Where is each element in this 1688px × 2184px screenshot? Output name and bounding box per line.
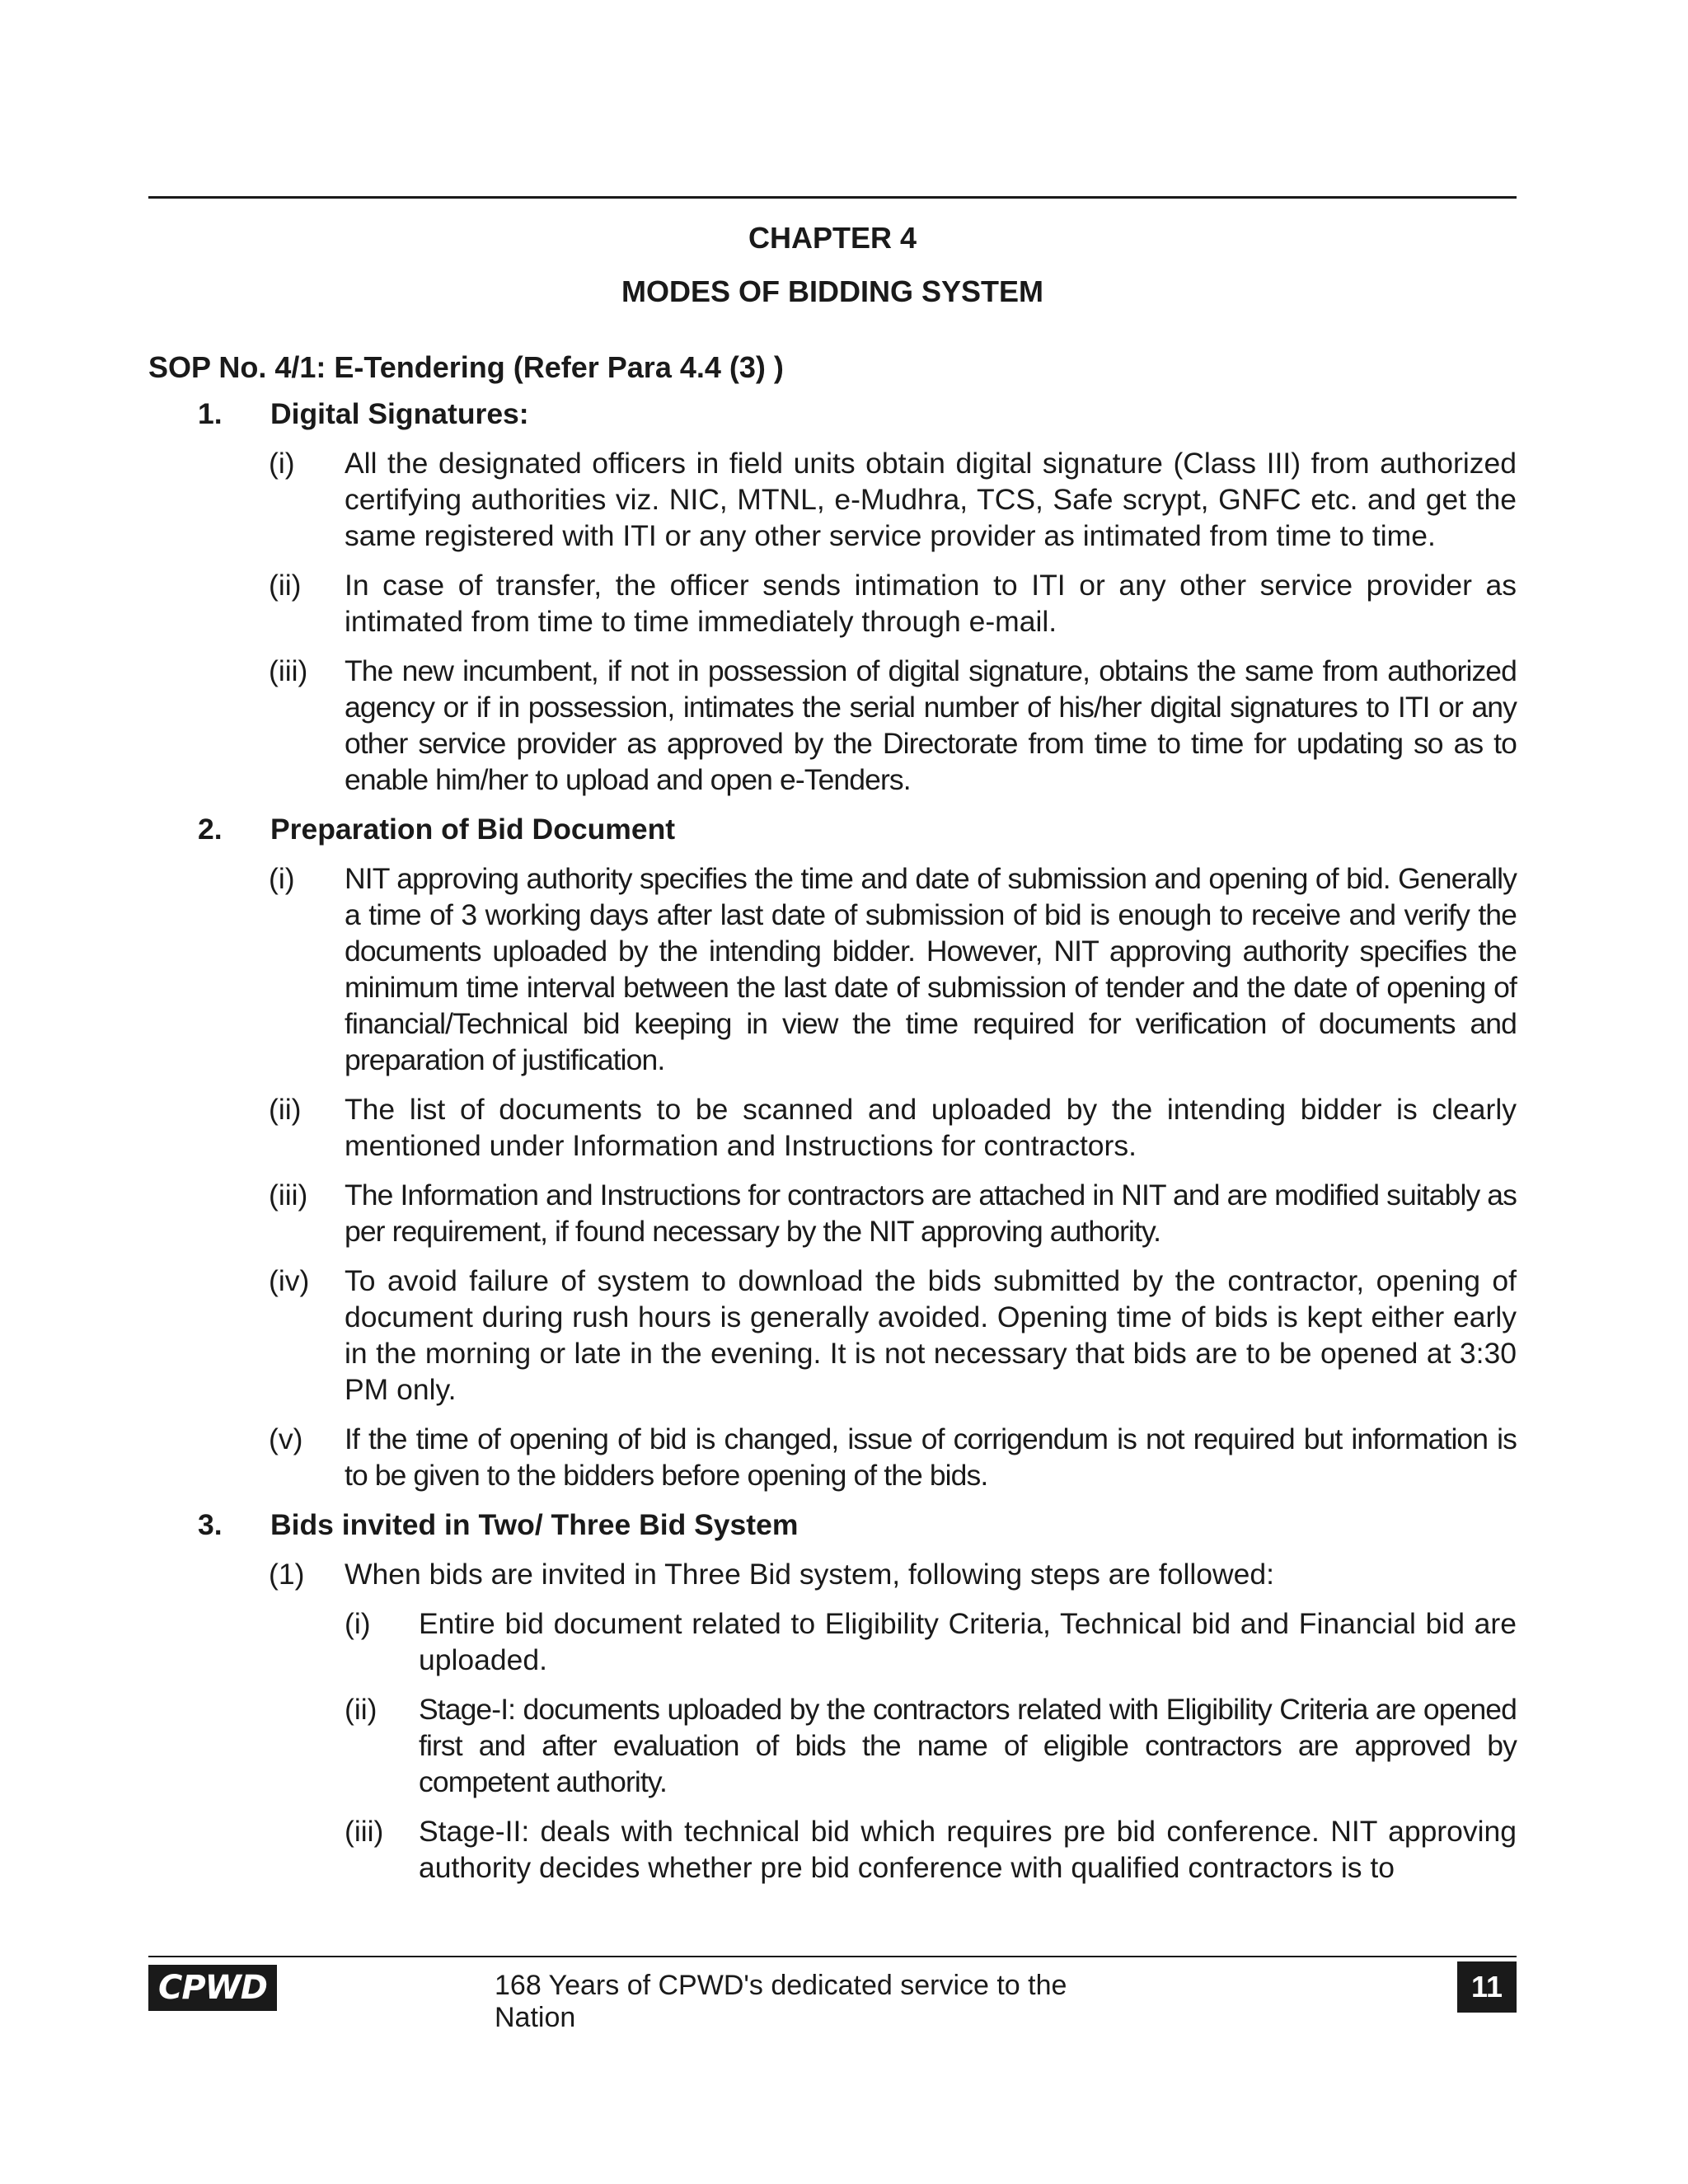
item-marker: (iv) [269,1264,310,1297]
item-text: The Information and Instructions for contractors are attached in NIT and are modified suitably as per requirement, if found necessary by the NIT approving authority. [345,1179,1517,1248]
item-marker: (iii) [345,1815,384,1848]
item-text: The new incumbent, if not in possession of digital signature, obtains the same from authorized agency or if in possession, intimates the serial number of his/her digital signatures to ITI or any other service provider as approved by the Directorate from time to time for updating so as to enable him/her to upload and open e-Tenders. [345,654,1517,796]
item-marker: (iii) [269,654,308,687]
section-title: Digital Signatures: [270,397,529,430]
item-text: Entire bid document related to Eligibility Criteria, Technical bid and Financial bid are uploaded. [419,1607,1517,1676]
section-title: Bids invited in Two/ Three Bid System [270,1508,799,1541]
page-number: 11 [1457,1961,1517,2013]
list-item [148,1263,1517,1408]
list-item [148,1091,1517,1164]
section-heading-bid-document [148,811,1517,847]
chapter-number: CHAPTER 4 [748,221,917,255]
list-item [148,653,1517,798]
list-item [148,1421,1517,1493]
item-text: If the time of opening of bid is changed, issue of corrigendum is not required but information is to be given to the bidders before opening of the bids. [345,1422,1517,1492]
list-item [148,1556,1517,1592]
sub-list-item [148,1691,1517,1800]
item-text: When bids are invited in Three Bid system, following steps are followed: [345,1558,1275,1591]
item-text: Stage-II: deals with technical bid which requires pre bid conference. NIT approving authority decides whether pre bid conference with qualified contractors is to [419,1815,1517,1884]
footer-tagline: 168 Years of CPWD's dedicated service to the Nation [495,1970,1067,2033]
item-marker: (i) [269,447,295,480]
chapter-title: MODES OF BIDDING SYSTEM [621,274,1044,308]
item-marker: (ii) [269,1093,302,1126]
section-title: Preparation of Bid Document [270,813,676,846]
item-text: To avoid failure of system to download the bids submitted by the contractor, opening of document during rush hours is generally avoided. Opening time of bids is kept either early in the morning or late in the evening. It is not necessary that bids are to be opened at 3:30 PM only. [345,1264,1517,1406]
section-heading-bid-system [148,1507,1517,1543]
section-heading-digital-signatures [148,396,1517,432]
section-number: 2. [198,813,223,846]
sop-heading: SOP No. 4/1: E-Tendering (Refer Para 4.4 (3) ) [148,350,784,384]
sub-list-item [148,1605,1517,1678]
list-item [148,860,1517,1078]
item-text: Stage-I: documents uploaded by the contractors related with Eligibility Criteria are opened first and after evaluation of bids the name of eligible contractors are approved by competent authority. [419,1693,1517,1798]
item-text: The list of documents to be scanned and uploaded by the intending bidder is clearly mentioned under Information and Instructions for contractors. [345,1093,1517,1162]
item-marker: (i) [269,862,295,895]
item-marker: (ii) [269,569,302,602]
list-item [148,445,1517,554]
section-number: 1. [198,397,223,430]
cpwd-logo: CPWD [148,1965,277,2011]
top-rule [148,196,1517,199]
item-text: All the designated officers in field units obtain digital signature (Class III) from authorized certifying authorities viz. NIC, MTNL, e-Mudhra, TCS, Safe scrypt, GNFC etc. and get the same registered with ITI or any other service provider as intimated from time to time. [345,447,1517,552]
item-marker: (v) [269,1422,303,1455]
section-number: 3. [198,1508,223,1541]
item-marker: (ii) [345,1693,377,1726]
item-marker: (iii) [269,1179,308,1212]
item-marker: (1) [269,1558,305,1591]
list-item [148,1177,1517,1249]
item-text: NIT approving authority specifies the time and date of submission and opening of bid. Generally a time of 3 working days after last date of submission of bid is enough to receive and verify the documents uploaded by the intending bidder. However, NIT approving authority specifies the minimum time interval between the last date of submission of tender and the date of opening of financial/Technical bid keeping in view the time required for verification of documents and preparation of justification. [345,862,1517,1076]
document-body [148,396,1517,1899]
item-marker: (i) [345,1607,371,1640]
sub-list-item [148,1813,1517,1886]
footer-rule [148,1956,1517,1957]
item-text: In case of transfer, the officer sends intimation to ITI or any other service provider as intimated from time to time immediately through e-mail. [345,569,1517,638]
list-item [148,567,1517,640]
